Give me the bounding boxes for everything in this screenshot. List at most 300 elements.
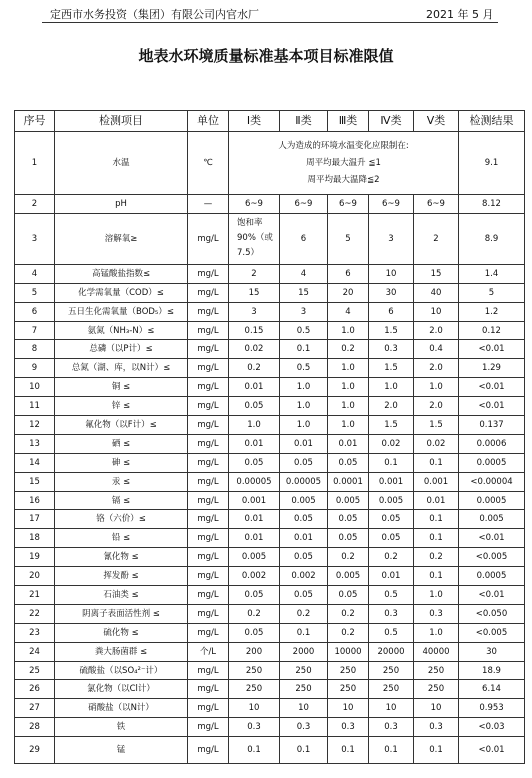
cell-unit: — bbox=[188, 195, 229, 214]
cell-class-4: 250 bbox=[369, 661, 414, 680]
cell-class-5: 0.1 bbox=[414, 529, 459, 548]
cell-class-2: 0.005 bbox=[280, 491, 328, 510]
cell-class-3: 0.0001 bbox=[328, 472, 369, 491]
cell-class-2: 0.01 bbox=[280, 434, 328, 453]
col-header-result: 检测结果 bbox=[459, 111, 525, 132]
cell-class-3: 1.0 bbox=[328, 359, 369, 378]
cell-class-1: 1.0 bbox=[229, 416, 280, 435]
cell-class-2: 0.002 bbox=[280, 567, 328, 586]
cell-class-3: 0.01 bbox=[328, 434, 369, 453]
cell-item: 汞 ≤ bbox=[55, 472, 188, 491]
cell-class-2: 15 bbox=[280, 283, 328, 302]
cell-class-5: 0.3 bbox=[414, 718, 459, 737]
table-row bbox=[15, 718, 525, 737]
cell-no: 14 bbox=[15, 453, 55, 472]
cell-class-2: 2000 bbox=[280, 642, 328, 661]
cell-no: 1 bbox=[15, 132, 55, 195]
cell-class-1: 0.3 bbox=[229, 718, 280, 737]
cell-item: 水温 bbox=[55, 132, 188, 195]
limit-line: 周平均最大温升 ≦1 bbox=[306, 157, 381, 168]
cell-class-2: 0.2 bbox=[280, 604, 328, 623]
cell-unit: mg/L bbox=[188, 283, 229, 302]
cell-class-1: 0.01 bbox=[229, 529, 280, 548]
cell-no: 25 bbox=[15, 661, 55, 680]
cell-item: 砷 ≤ bbox=[55, 453, 188, 472]
cell-result: 30 bbox=[459, 642, 525, 661]
cell-class-3: 1.0 bbox=[328, 416, 369, 435]
cell-class-3: 4 bbox=[328, 302, 369, 321]
cell-class-4: 0.3 bbox=[369, 604, 414, 623]
cell-unit: 个/L bbox=[188, 642, 229, 661]
table-row bbox=[15, 397, 525, 416]
cell-line: 饱和率 bbox=[237, 218, 263, 229]
cell-class-4: 20000 bbox=[369, 642, 414, 661]
standards-table bbox=[14, 110, 525, 764]
cell-class-2: 0.05 bbox=[280, 586, 328, 605]
cell-unit: mg/L bbox=[188, 213, 229, 264]
cell-item: 铬（六价）≤ bbox=[55, 510, 188, 529]
cell-unit: mg/L bbox=[188, 567, 229, 586]
cell-class-1: 15 bbox=[229, 283, 280, 302]
table-row bbox=[15, 378, 525, 397]
table-row bbox=[15, 472, 525, 491]
table-row bbox=[15, 264, 525, 283]
cell-class-4: 0.2 bbox=[369, 548, 414, 567]
cell-class-5: 250 bbox=[414, 661, 459, 680]
cell-class-5: 1.0 bbox=[414, 623, 459, 642]
cell-result: 0.0005 bbox=[459, 491, 525, 510]
table-row bbox=[15, 416, 525, 435]
cell-class-2: 0.05 bbox=[280, 548, 328, 567]
cell-class-1: 0.001 bbox=[229, 491, 280, 510]
table-row bbox=[15, 548, 525, 567]
table-row bbox=[15, 567, 525, 586]
cell-class-1: 0.05 bbox=[229, 397, 280, 416]
cell-no: 15 bbox=[15, 472, 55, 491]
cell-class-2: 0.1 bbox=[280, 340, 328, 359]
cell-class-3: 250 bbox=[328, 661, 369, 680]
cell-no: 12 bbox=[15, 416, 55, 435]
cell-no: 24 bbox=[15, 642, 55, 661]
cell-item: 氯化物（以Cl计） bbox=[55, 680, 188, 699]
cell-no: 28 bbox=[15, 718, 55, 737]
cell-class-5: 0.1 bbox=[414, 453, 459, 472]
cell-class-5: 0.1 bbox=[414, 567, 459, 586]
cell-class-1: 250 bbox=[229, 680, 280, 699]
cell-item: 石油类 ≤ bbox=[55, 586, 188, 605]
table-row bbox=[15, 213, 525, 264]
cell-class-3: 1.0 bbox=[328, 378, 369, 397]
cell-unit: ℃ bbox=[188, 132, 229, 195]
cell-class-5: 2 bbox=[414, 213, 459, 264]
cell-result: <0.01 bbox=[459, 397, 525, 416]
cell-unit: mg/L bbox=[188, 604, 229, 623]
cell-class-4: 0.02 bbox=[369, 434, 414, 453]
cell-result: <0.01 bbox=[459, 529, 525, 548]
cell-item: 硒 ≤ bbox=[55, 434, 188, 453]
cell-no: 17 bbox=[15, 510, 55, 529]
cell-unit: mg/L bbox=[188, 491, 229, 510]
cell-class-5: 40 bbox=[414, 283, 459, 302]
cell-unit: mg/L bbox=[188, 359, 229, 378]
cell-class-4: 1.5 bbox=[369, 416, 414, 435]
cell-class-5: 10 bbox=[414, 302, 459, 321]
cell-class-2: 0.5 bbox=[280, 321, 328, 340]
cell-class-2: 10 bbox=[280, 699, 328, 718]
cell-class-4: 10 bbox=[369, 264, 414, 283]
cell-class-5: 6~9 bbox=[414, 195, 459, 214]
cell-no: 16 bbox=[15, 491, 55, 510]
cell-class-1: 0.05 bbox=[229, 623, 280, 642]
cell-temperature-limit bbox=[229, 132, 459, 195]
cell-class-5: 40000 bbox=[414, 642, 459, 661]
cell-result: 18.9 bbox=[459, 661, 525, 680]
cell-result: 9.1 bbox=[459, 132, 525, 195]
cell-result: 5 bbox=[459, 283, 525, 302]
cell-class-1: 0.00005 bbox=[229, 472, 280, 491]
table-row bbox=[15, 510, 525, 529]
cell-unit: mg/L bbox=[188, 548, 229, 567]
cell-result: <0.005 bbox=[459, 623, 525, 642]
cell-result: <0.050 bbox=[459, 604, 525, 623]
cell-class-5: 1.0 bbox=[414, 586, 459, 605]
cell-class-1: 250 bbox=[229, 661, 280, 680]
cell-no: 21 bbox=[15, 586, 55, 605]
table-row bbox=[15, 453, 525, 472]
cell-no: 13 bbox=[15, 434, 55, 453]
cell-unit: mg/L bbox=[188, 623, 229, 642]
cell-class-4: 2.0 bbox=[369, 397, 414, 416]
cell-class-1: 0.01 bbox=[229, 378, 280, 397]
cell-result: 8.9 bbox=[459, 213, 525, 264]
cell-class-1: 0.05 bbox=[229, 586, 280, 605]
cell-result: 0.0005 bbox=[459, 453, 525, 472]
cell-unit: mg/L bbox=[188, 378, 229, 397]
cell-class-2: 0.5 bbox=[280, 359, 328, 378]
cell-class-4: 1.0 bbox=[369, 378, 414, 397]
cell-class-4: 0.05 bbox=[369, 529, 414, 548]
cell-class-3: 0.2 bbox=[328, 548, 369, 567]
cell-class-2: 250 bbox=[280, 661, 328, 680]
cell-unit: mg/L bbox=[188, 340, 229, 359]
cell-result: <0.01 bbox=[459, 737, 525, 764]
table-row bbox=[15, 434, 525, 453]
table-row bbox=[15, 699, 525, 718]
cell-class-1: 3 bbox=[229, 302, 280, 321]
cell-class-5: 0.001 bbox=[414, 472, 459, 491]
cell-class-4: 0.3 bbox=[369, 718, 414, 737]
cell-item: 硝酸盐（以N计） bbox=[55, 699, 188, 718]
cell-no: 18 bbox=[15, 529, 55, 548]
cell-class-3: 0.3 bbox=[328, 718, 369, 737]
cell-class-1: 0.02 bbox=[229, 340, 280, 359]
cell-no: 23 bbox=[15, 623, 55, 642]
table-row bbox=[15, 642, 525, 661]
cell-class-1: 0.002 bbox=[229, 567, 280, 586]
cell-class-3: 5 bbox=[328, 213, 369, 264]
cell-class-5: 0.3 bbox=[414, 604, 459, 623]
cell-class-3: 0.05 bbox=[328, 586, 369, 605]
cell-item: 氰化物 ≤ bbox=[55, 548, 188, 567]
cell-item: 五日生化需氧量（BOD₅）≤ bbox=[55, 302, 188, 321]
table-row bbox=[15, 661, 525, 680]
table-row bbox=[15, 132, 525, 195]
cell-no: 7 bbox=[15, 321, 55, 340]
cell-class-3: 10 bbox=[328, 699, 369, 718]
cell-no: 11 bbox=[15, 397, 55, 416]
cell-result: <0.01 bbox=[459, 586, 525, 605]
cell-class-5: 0.4 bbox=[414, 340, 459, 359]
cell-unit: mg/L bbox=[188, 453, 229, 472]
cell-unit: mg/L bbox=[188, 737, 229, 764]
cell-item: 溶解氧≥ bbox=[55, 213, 188, 264]
cell-class-5: 0.2 bbox=[414, 548, 459, 567]
cell-unit: mg/L bbox=[188, 699, 229, 718]
cell-class-5: 1.5 bbox=[414, 416, 459, 435]
cell-item: 氟化物（以F计）≤ bbox=[55, 416, 188, 435]
cell-no: 20 bbox=[15, 567, 55, 586]
cell-item: 氨氮（NH₃-N）≤ bbox=[55, 321, 188, 340]
cell-result: 1.4 bbox=[459, 264, 525, 283]
cell-item: 锰 bbox=[55, 737, 188, 764]
cell-result: 1.29 bbox=[459, 359, 525, 378]
table-row bbox=[15, 302, 525, 321]
cell-no: 5 bbox=[15, 283, 55, 302]
cell-class-4: 250 bbox=[369, 680, 414, 699]
cell-class-5: 0.01 bbox=[414, 491, 459, 510]
cell-item: 化学需氧量（COD）≤ bbox=[55, 283, 188, 302]
limit-line: 周平均最大温降≦2 bbox=[307, 174, 380, 185]
cell-class-4: 6 bbox=[369, 302, 414, 321]
cell-item: 铜 ≤ bbox=[55, 378, 188, 397]
cell-unit: mg/L bbox=[188, 321, 229, 340]
cell-class-5: 1.0 bbox=[414, 378, 459, 397]
cell-class-1: 6~9 bbox=[229, 195, 280, 214]
cell-item: 硫酸盐（以SO₄²⁻计） bbox=[55, 661, 188, 680]
cell-result: 1.2 bbox=[459, 302, 525, 321]
table-row bbox=[15, 586, 525, 605]
cell-line: 7.5） bbox=[237, 248, 260, 259]
cell-no: 8 bbox=[15, 340, 55, 359]
cell-class-5: 0.1 bbox=[414, 510, 459, 529]
cell-item: 锌 ≤ bbox=[55, 397, 188, 416]
cell-line: 90%（或 bbox=[237, 233, 273, 244]
cell-unit: mg/L bbox=[188, 529, 229, 548]
cell-class-5: 250 bbox=[414, 680, 459, 699]
cell-no: 9 bbox=[15, 359, 55, 378]
cell-class-1: 0.01 bbox=[229, 510, 280, 529]
header-divider bbox=[42, 22, 498, 23]
table-row bbox=[15, 359, 525, 378]
cell-class-2: 1.0 bbox=[280, 378, 328, 397]
cell-class-1: 200 bbox=[229, 642, 280, 661]
cell-class-3: 250 bbox=[328, 680, 369, 699]
cell-class-1: 0.05 bbox=[229, 453, 280, 472]
cell-class-1: 0.2 bbox=[229, 359, 280, 378]
cell-class-2: 0.1 bbox=[280, 737, 328, 764]
cell-unit: mg/L bbox=[188, 416, 229, 435]
cell-result: <0.00004 bbox=[459, 472, 525, 491]
cell-no: 26 bbox=[15, 680, 55, 699]
cell-item: 铅 ≤ bbox=[55, 529, 188, 548]
cell-no: 27 bbox=[15, 699, 55, 718]
report-date: 2021 年 5 月 bbox=[426, 8, 494, 21]
cell-item: 挥发酚 ≤ bbox=[55, 567, 188, 586]
col-header-item: 检测项目 bbox=[55, 111, 188, 132]
cell-class-4: 6~9 bbox=[369, 195, 414, 214]
cell-class-3: 0.05 bbox=[328, 510, 369, 529]
cell-class-2: 250 bbox=[280, 680, 328, 699]
cell-no: 19 bbox=[15, 548, 55, 567]
cell-class-2: 6~9 bbox=[280, 195, 328, 214]
cell-class-4: 3 bbox=[369, 213, 414, 264]
cell-result: 0.005 bbox=[459, 510, 525, 529]
cell-result: 8.12 bbox=[459, 195, 525, 214]
cell-unit: mg/L bbox=[188, 434, 229, 453]
cell-class-4: 1.5 bbox=[369, 321, 414, 340]
cell-unit: mg/L bbox=[188, 680, 229, 699]
cell-result: 0.0005 bbox=[459, 567, 525, 586]
cell-item: 硫化物 ≤ bbox=[55, 623, 188, 642]
cell-unit: mg/L bbox=[188, 586, 229, 605]
cell-class-4: 0.1 bbox=[369, 453, 414, 472]
cell-class-4: 0.1 bbox=[369, 737, 414, 764]
table-row bbox=[15, 680, 525, 699]
cell-class-3: 10000 bbox=[328, 642, 369, 661]
cell-item: 总磷（以P计）≤ bbox=[55, 340, 188, 359]
cell-class-2: 6 bbox=[280, 213, 328, 264]
cell-result: 0.953 bbox=[459, 699, 525, 718]
table-row bbox=[15, 737, 525, 764]
cell-class-4: 10 bbox=[369, 699, 414, 718]
cell-class-4: 0.005 bbox=[369, 491, 414, 510]
cell-class-5: 0.1 bbox=[414, 737, 459, 764]
cell-class-4: 30 bbox=[369, 283, 414, 302]
cell-class-5: 2.0 bbox=[414, 321, 459, 340]
company-name: 定西市水务投资（集团）有限公司内官水厂 bbox=[50, 8, 259, 21]
cell-item: 镉 ≤ bbox=[55, 491, 188, 510]
cell-item: 阴离子表面活性剂 ≤ bbox=[55, 604, 188, 623]
cell-unit: mg/L bbox=[188, 264, 229, 283]
col-header-class-3: Ⅲ类 bbox=[328, 111, 369, 132]
cell-no: 6 bbox=[15, 302, 55, 321]
cell-class-1: 0.2 bbox=[229, 604, 280, 623]
cell-class-1: 0.005 bbox=[229, 548, 280, 567]
cell-result: <0.005 bbox=[459, 548, 525, 567]
cell-no: 29 bbox=[15, 737, 55, 764]
limit-line: 人为造成的环境水温变化应限制在: bbox=[278, 140, 409, 151]
col-header-no: 序号 bbox=[15, 111, 55, 132]
cell-class-1 bbox=[229, 213, 280, 264]
col-header-class-5: Ⅴ类 bbox=[414, 111, 459, 132]
cell-result: 0.137 bbox=[459, 416, 525, 435]
cell-unit: mg/L bbox=[188, 718, 229, 737]
cell-class-3: 6 bbox=[328, 264, 369, 283]
cell-result: <0.03 bbox=[459, 718, 525, 737]
cell-class-3: 0.2 bbox=[328, 604, 369, 623]
cell-class-2: 0.00005 bbox=[280, 472, 328, 491]
cell-class-2: 0.01 bbox=[280, 529, 328, 548]
cell-class-4: 0.001 bbox=[369, 472, 414, 491]
cell-no: 4 bbox=[15, 264, 55, 283]
cell-class-3: 6~9 bbox=[328, 195, 369, 214]
cell-unit: mg/L bbox=[188, 510, 229, 529]
cell-class-3: 20 bbox=[328, 283, 369, 302]
cell-class-5: 0.02 bbox=[414, 434, 459, 453]
cell-class-2: 1.0 bbox=[280, 416, 328, 435]
cell-no: 2 bbox=[15, 195, 55, 214]
cell-class-2: 4 bbox=[280, 264, 328, 283]
document-title: 地表水环境质量标准基本项目标准限值 bbox=[138, 47, 394, 65]
table-row bbox=[15, 529, 525, 548]
table-row bbox=[15, 321, 525, 340]
cell-class-2: 3 bbox=[280, 302, 328, 321]
cell-class-3: 0.05 bbox=[328, 453, 369, 472]
cell-result: 0.12 bbox=[459, 321, 525, 340]
cell-class-5: 2.0 bbox=[414, 397, 459, 416]
cell-unit: mg/L bbox=[188, 661, 229, 680]
table-row bbox=[15, 283, 525, 302]
cell-item: pH bbox=[55, 195, 188, 214]
cell-class-4: 0.01 bbox=[369, 567, 414, 586]
cell-class-1: 2 bbox=[229, 264, 280, 283]
cell-no: 10 bbox=[15, 378, 55, 397]
cell-class-3: 1.0 bbox=[328, 321, 369, 340]
cell-item: 高锰酸盐指数≤ bbox=[55, 264, 188, 283]
cell-class-3: 0.2 bbox=[328, 623, 369, 642]
col-header-class-1: Ⅰ类 bbox=[229, 111, 280, 132]
table-row bbox=[15, 195, 525, 214]
cell-no: 3 bbox=[15, 213, 55, 264]
cell-class-1: 0.1 bbox=[229, 737, 280, 764]
cell-class-4: 0.5 bbox=[369, 623, 414, 642]
cell-class-3: 0.1 bbox=[328, 737, 369, 764]
cell-class-3: 0.005 bbox=[328, 491, 369, 510]
cell-class-1: 10 bbox=[229, 699, 280, 718]
cell-class-5: 15 bbox=[414, 264, 459, 283]
table-header-row bbox=[15, 111, 525, 132]
col-header-class-4: Ⅳ类 bbox=[369, 111, 414, 132]
cell-class-4: 0.05 bbox=[369, 510, 414, 529]
cell-class-2: 0.3 bbox=[280, 718, 328, 737]
cell-item: 粪大肠菌群 ≤ bbox=[55, 642, 188, 661]
cell-class-3: 1.0 bbox=[328, 397, 369, 416]
table-row bbox=[15, 340, 525, 359]
cell-class-2: 1.0 bbox=[280, 397, 328, 416]
cell-item: 总氮（湖、库，以N计）≤ bbox=[55, 359, 188, 378]
cell-class-3: 0.2 bbox=[328, 340, 369, 359]
cell-class-2: 0.1 bbox=[280, 623, 328, 642]
cell-item: 铁 bbox=[55, 718, 188, 737]
cell-class-4: 0.5 bbox=[369, 586, 414, 605]
cell-class-2: 0.05 bbox=[280, 453, 328, 472]
cell-result: 0.0006 bbox=[459, 434, 525, 453]
cell-unit: mg/L bbox=[188, 302, 229, 321]
table-row bbox=[15, 623, 525, 642]
cell-result: <0.01 bbox=[459, 378, 525, 397]
cell-class-5: 2.0 bbox=[414, 359, 459, 378]
cell-result: 6.14 bbox=[459, 680, 525, 699]
cell-class-2: 0.05 bbox=[280, 510, 328, 529]
cell-class-5: 10 bbox=[414, 699, 459, 718]
cell-class-4: 1.5 bbox=[369, 359, 414, 378]
cell-class-4: 0.3 bbox=[369, 340, 414, 359]
cell-no: 22 bbox=[15, 604, 55, 623]
col-header-unit: 单位 bbox=[188, 111, 229, 132]
table-row bbox=[15, 491, 525, 510]
col-header-class-2: Ⅱ类 bbox=[280, 111, 328, 132]
cell-class-3: 0.005 bbox=[328, 567, 369, 586]
